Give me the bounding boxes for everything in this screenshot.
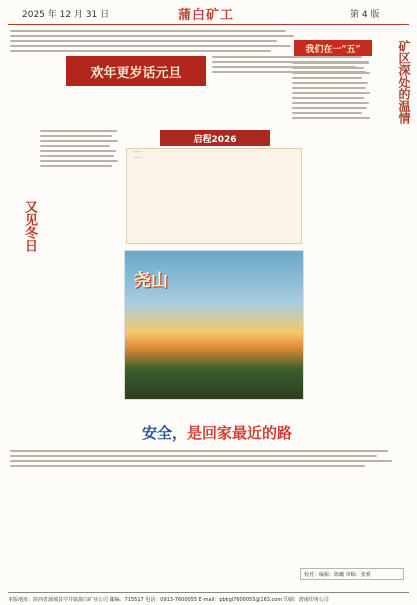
poem-line: ……: [133, 155, 142, 160]
masthead: [0, 4, 417, 26]
header-rule: [8, 24, 409, 25]
colophon: 本版地址：陕西省蒲城县罕井镇蒲白矿业公司 邮编：715517 电话：0913-7600055 E-mail：pbkgl7600055@163.com 印刷：渭南印务公司: [8, 597, 329, 603]
poem-box: [126, 148, 302, 244]
bottom-article-text: [10, 450, 400, 470]
page-number: 第 4 版: [350, 10, 380, 20]
headline-safety-part2: 是回家最近的路: [187, 423, 293, 442]
poem-line: ……: [133, 149, 142, 154]
poem-title: 启程2026: [160, 130, 270, 146]
headline-winter: 又见冬日: [22, 200, 37, 252]
top-article-text: [10, 30, 300, 55]
headline-column-label: 我们在一“五”: [294, 40, 372, 56]
photo-title: 尧山: [134, 271, 168, 291]
headline-new-year: 欢年更岁话元旦: [66, 56, 206, 86]
headline-safety: [112, 420, 322, 444]
left-column-text: [40, 130, 120, 170]
footer-rule: [8, 592, 409, 593]
headline-safety-part1: 安全，: [141, 423, 187, 442]
headline-mine-warmth: 矿区深处的温情: [397, 40, 411, 124]
editor-credit: 校对：编辑：陈曦 审稿：张睿: [300, 568, 404, 580]
issue-date: 2025 年 12 月 31 日: [22, 10, 110, 20]
right-column-text: [292, 62, 372, 122]
paper-name: 蒲白矿工: [178, 8, 235, 23]
